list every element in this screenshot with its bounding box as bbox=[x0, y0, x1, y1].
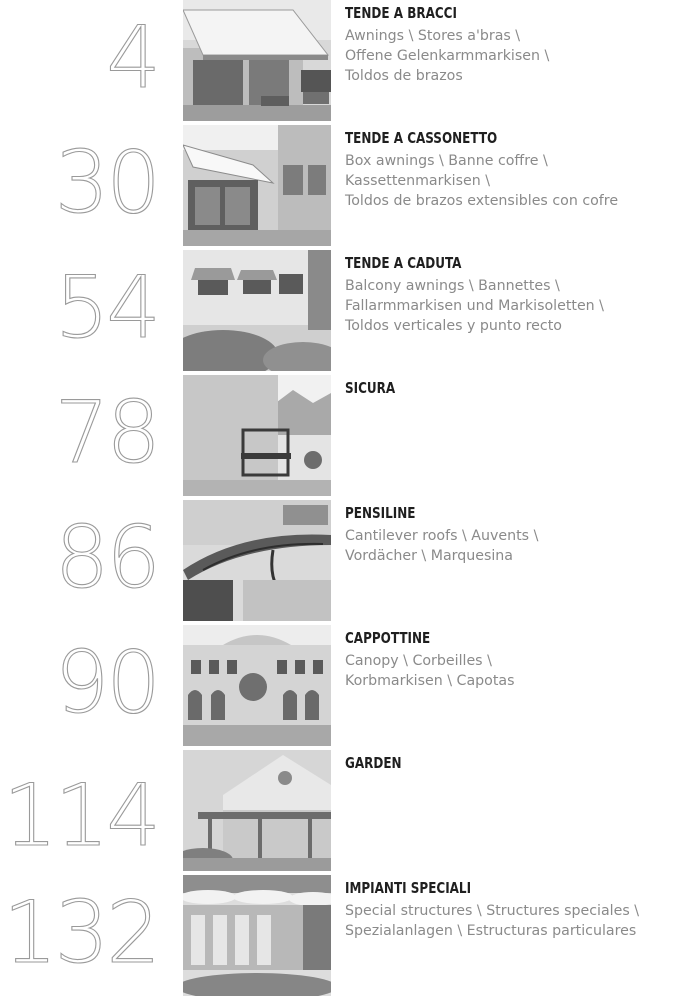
thumbnail-canopy-building bbox=[183, 625, 331, 746]
subtitle-line: Cantilever roofs \ Auvents \ bbox=[345, 528, 539, 544]
entry-subtitle bbox=[345, 901, 690, 941]
toc-entry-impianti-speciali[interactable] bbox=[0, 875, 694, 996]
subtitle-line: Kassettenmarkisen \ bbox=[345, 173, 491, 189]
entry-title: PENSILINE bbox=[345, 504, 416, 522]
thumbnail-sicura-screen bbox=[183, 375, 331, 496]
subtitle-line: Spezialanlagen \ Estructuras particulares bbox=[345, 923, 637, 939]
thumbnail-awning-arms bbox=[183, 0, 331, 121]
toc-entry-tende-a-cassonetto[interactable] bbox=[0, 125, 694, 246]
entry-title: TENDE A CASSONETTO bbox=[345, 129, 498, 147]
page-number: 30 bbox=[54, 133, 158, 233]
entry-title: IMPIANTI SPECIALI bbox=[345, 879, 472, 897]
entry-subtitle bbox=[345, 151, 690, 211]
subtitle-line: Awnings \ Stores a'bras \ bbox=[345, 28, 521, 44]
thumbnail-balcony-awning bbox=[183, 250, 331, 371]
subtitle-line: Toldos verticales y punto recto bbox=[345, 318, 562, 334]
subtitle-line: Fallarmmarkisen und Markisoletten \ bbox=[345, 298, 604, 314]
toc-entry-garden[interactable] bbox=[0, 750, 694, 871]
entry-subtitle bbox=[345, 526, 690, 566]
subtitle-line: Toldos de brazos extensibles con cofre bbox=[345, 193, 619, 209]
entry-title: CAPPOTTINE bbox=[345, 629, 431, 647]
subtitle-line: Vordächer \ Marquesina bbox=[345, 548, 513, 564]
toc-entry-tende-a-bracci[interactable] bbox=[0, 0, 694, 121]
toc-entry-tende-a-caduta[interactable] bbox=[0, 250, 694, 371]
subtitle-line: Special structures \ Structures speciales \ bbox=[345, 903, 640, 919]
toc-entry-sicura[interactable] bbox=[0, 375, 694, 496]
subtitle-line: Box awnings \ Banne coffre \ bbox=[345, 153, 548, 169]
entry-title: TENDE A CADUTA bbox=[345, 254, 462, 272]
thumbnail-cantilever-roof bbox=[183, 500, 331, 621]
toc-entry-pensiline[interactable] bbox=[0, 500, 694, 621]
subtitle-line: Canopy \ Corbeilles \ bbox=[345, 653, 492, 669]
entry-subtitle bbox=[345, 276, 690, 336]
subtitle-line: Toldos de brazos bbox=[345, 68, 463, 84]
page-number: 78 bbox=[54, 383, 158, 483]
subtitle-line: Balcony awnings \ Bannettes \ bbox=[345, 278, 560, 294]
toc-entry-cappottine[interactable] bbox=[0, 625, 694, 746]
page-number: 54 bbox=[54, 258, 158, 358]
page-number: 90 bbox=[54, 633, 158, 733]
entry-title: SICURA bbox=[345, 379, 396, 397]
subtitle-line: Offene Gelenkarmmarkisen \ bbox=[345, 48, 550, 64]
entry-title: TENDE A BRACCI bbox=[345, 4, 457, 22]
entry-title: GARDEN bbox=[345, 754, 402, 772]
entry-subtitle bbox=[345, 651, 690, 691]
thumbnail-special-structures bbox=[183, 875, 331, 996]
thumbnail-garden-pergola bbox=[183, 750, 331, 871]
page-number: 114 bbox=[2, 766, 158, 866]
page-number: 86 bbox=[54, 508, 158, 608]
entry-subtitle bbox=[345, 26, 690, 86]
thumbnail-box-awning bbox=[183, 125, 331, 246]
page-number: 132 bbox=[2, 883, 158, 983]
page-number: 4 bbox=[106, 8, 158, 108]
subtitle-line: Korbmarkisen \ Capotas bbox=[345, 673, 515, 689]
